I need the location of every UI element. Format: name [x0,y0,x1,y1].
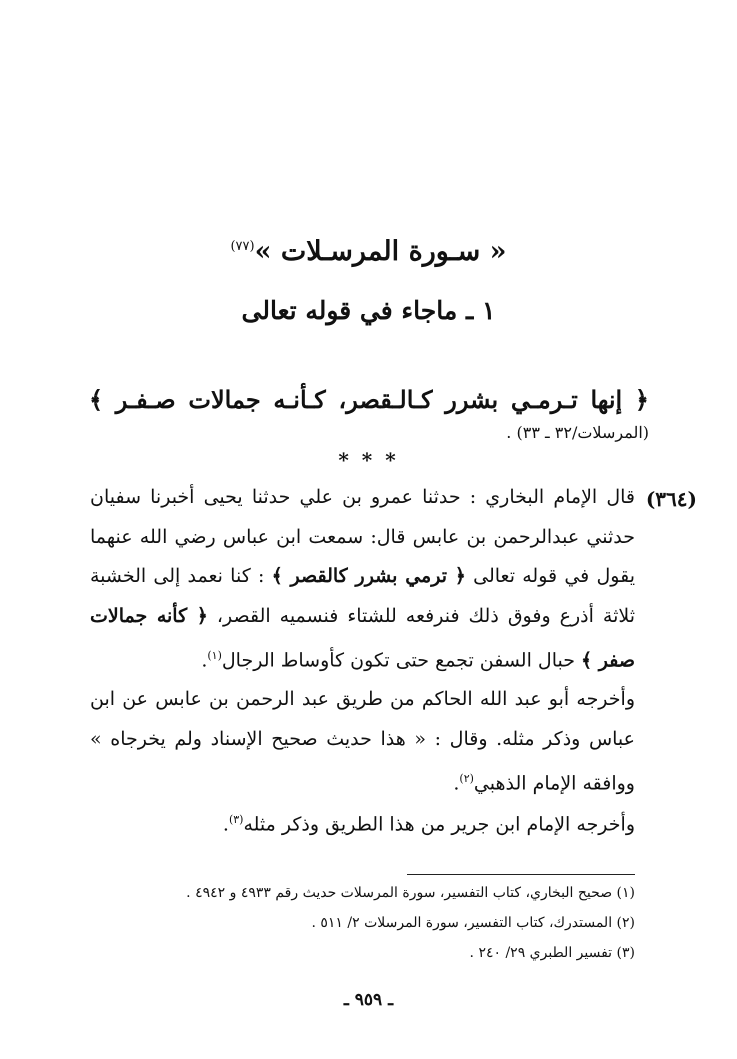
footnote-marker: (٣) [228,813,244,826]
footnote-divider [407,874,635,875]
verse-block [89,382,649,446]
footnote-marker: (١) [207,649,222,662]
footnote-3: (٣) تفسير الطبري ٢٩/ ٢٤٠ . [469,945,635,961]
page-number: ـ ٩٥٩ ـ [343,990,394,1010]
chapter-title: ١ ـ ماجاء في قوله تعالى [241,296,496,325]
footnote-1: (١) صحيح البخاري، كتاب التفسير، سورة المرسلات حديث رقم ٤٩٣٣ و ٤٩٤٢ . [186,885,635,901]
paragraph-end: . [222,813,229,836]
footnotes [90,878,635,968]
footnote-marker: (٢) [459,772,474,785]
paragraph-text: : كنا نعمد إلى الخشبة ثلاثة أذرع وفوق ذلك فنرفعه للشتاء فنسميه القصر، [90,565,635,627]
verse-text: ﴿ إنها تـرمـي بشرر كـالـقصر، كـأنـه جمالات صـفـر ﴾ [89,385,649,414]
paragraph-end: . [201,649,208,672]
footnote-2: (٢) المستدرك، كتاب التفسير، سورة المرسلات ٢/ ٥١١ . [311,915,635,931]
hadith-number: (٣٦٤) [645,487,697,511]
paragraph-text: حبال السفن تجمع حتى تكون كأوساط الرجال [221,649,582,672]
section-separator: * * * [338,448,399,472]
verse-reference: (المرسلات/٣٢ ـ ٣٣) . [506,423,649,442]
surah-title [0,236,737,267]
quoted-verse: ﴿ كأنه جمالات صفر ﴾ [90,604,635,672]
paragraph-text: قال الإمام البخاري : حدثنا عمرو بن علي حدثنا يحيى أخبرنا سفيان حدثني عبدالرحمن بن عابس قال: سمعت ابن عباس رضي الله عنهما يقول في قوله تعالى [90,486,635,587]
paragraph-text: وأخرجه الإمام ابن جرير من هذا الطريق وذكر مثله [243,813,635,836]
paragraph-bukhari [90,478,635,681]
paragraph-hakim [90,680,635,804]
paragraph-text: وأخرجه أبو عبد الله الحاكم من طريق عبد الرحمن بن عابس عن ابن عباس وذكر مثله. وقال : « هذا حديث صحيح الإسناد ولم يخرجاه » ووافقه الإمام الذهبي [90,688,635,795]
surah-name: « سـورة المرسـلات » [254,236,507,267]
surah-number: (٧٧) [230,239,255,254]
paragraph-ibn-jarir [90,800,635,845]
paragraph-end: . [453,772,460,795]
quoted-verse: ﴿ ترمي بشرر كالقصر ﴾ [271,565,466,587]
